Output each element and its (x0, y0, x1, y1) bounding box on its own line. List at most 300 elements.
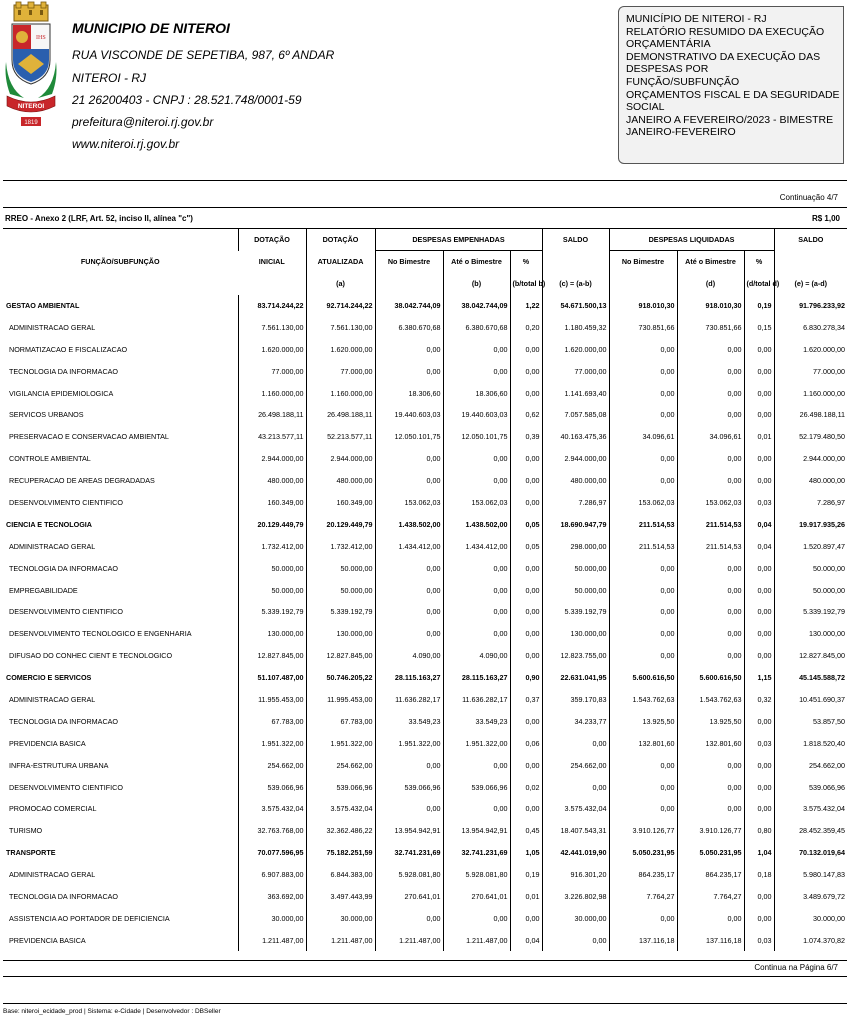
cell-value: 0,00 (677, 382, 744, 404)
cell-value: 132.801,60 (609, 732, 677, 754)
cell-value: 0,00 (375, 579, 443, 601)
cell-value: 1.438.502,00 (375, 513, 443, 535)
cell-value: 0,01 (744, 426, 774, 448)
divider (3, 180, 847, 181)
cell-value: 0,00 (677, 579, 744, 601)
cell-value: 0,19 (510, 864, 542, 886)
row-label: RECUPERACAO DE AREAS DEGRADADAS (9, 476, 155, 486)
table-row (3, 338, 847, 360)
cell-value: 0,00 (510, 338, 542, 360)
cell-value: 0,00 (510, 382, 542, 404)
row-label: DESENVOLVIMENTO TECNOLOGICO E ENGENHARIA (9, 629, 192, 639)
cell-value: 0,19 (744, 295, 774, 317)
row-label: PREVIDENCIA BASICA (9, 738, 86, 748)
cell-value: 50.746.205,22 (306, 667, 375, 689)
cell-value: 20.129.449,79 (306, 513, 375, 535)
cell-value: 0,00 (375, 338, 443, 360)
cell-value: 0,03 (744, 492, 774, 514)
cell-value: 22.631.041,95 (542, 667, 609, 689)
cell-value: 0,00 (375, 754, 443, 776)
cell-value: 50.000,00 (238, 557, 306, 579)
cell-value: 160.349,00 (306, 492, 375, 514)
row-label: DIFUSAO DO CONHEC CIENT E TECNOLOGICO (9, 651, 173, 661)
cell-value: 0,00 (542, 929, 609, 951)
row-label: INFRA-ESTRUTURA URBANA (9, 760, 109, 770)
table-row (3, 929, 847, 951)
cell-value: 0,20 (510, 316, 542, 338)
cell-value: 539.066,96 (306, 776, 375, 798)
col-dot-atualizada-2: ATUALIZADA (306, 251, 375, 273)
col-liq-bimestre: No Bimestre (609, 251, 677, 273)
col-funcao: FUNÇÃO/SUBFUNÇÃO (3, 229, 238, 295)
cell-value: 0,00 (677, 404, 744, 426)
table-row (3, 710, 847, 732)
footer-text: Base: niteroi_ecidade_prod | Sistema: e-Cidade | Desenvolvedor : DBSeller (3, 1008, 221, 1015)
cell-value: 270.641,01 (375, 886, 443, 908)
cell-value: 3.489.679,72 (774, 886, 847, 908)
cell-value: 5.339.192,79 (774, 601, 847, 623)
cell-value: 6.844.383,00 (306, 864, 375, 886)
cell-value: 1.211.487,00 (443, 929, 510, 951)
cell-value: 43.213.577,11 (238, 426, 306, 448)
row-label: DESENVOLVIMENTO CIENTIFICO (9, 497, 123, 507)
cell-value: 26.498.188,11 (306, 404, 375, 426)
cell-value: 0,00 (443, 754, 510, 776)
row-label: DESENVOLVIMENTO CIENTIFICO (9, 782, 123, 792)
cell-value: 0,00 (677, 360, 744, 382)
cell-value: 0,00 (443, 338, 510, 360)
cell-value: 32.741.231,69 (443, 842, 510, 864)
cell-value: 91.796.233,92 (774, 295, 847, 317)
cell-value: 6.380.670,68 (443, 316, 510, 338)
cell-value: 40.163.475,36 (542, 426, 609, 448)
cell-value: 5.050.231,95 (609, 842, 677, 864)
cell-value: 1.951.322,00 (306, 732, 375, 754)
table-row (3, 426, 847, 448)
table-row (3, 470, 847, 492)
cell-value: 270.641,01 (443, 886, 510, 908)
cell-value: 0,00 (609, 404, 677, 426)
cell-value: 26.498.188,11 (774, 404, 847, 426)
cell-value: 77.000,00 (306, 360, 375, 382)
cell-value: 7.561.130,00 (306, 316, 375, 338)
cell-value: 3.910.126,77 (609, 820, 677, 842)
cell-value: 7.561.130,00 (238, 316, 306, 338)
cell-value: 153.062,03 (677, 492, 744, 514)
col-liq-pct-2: (d/total d) (744, 273, 774, 295)
row-label: ASSISTENCIA AO PORTADOR DE DEFICIENCIA (9, 913, 170, 923)
cell-value: 0,00 (744, 360, 774, 382)
cell-value: 30.000,00 (306, 907, 375, 929)
row-label: CIENCIA E TECNOLOGIA (6, 519, 92, 529)
cell-value: 0,00 (510, 579, 542, 601)
cell-value: 1.543.762,63 (609, 689, 677, 711)
divider (3, 976, 847, 977)
cell-value: 0,03 (744, 732, 774, 754)
cell-value: 0,00 (375, 448, 443, 470)
cell-value: 6.830.278,34 (774, 316, 847, 338)
report-line: JANEIRO A FEVEREIRO/2023 - BIMESTRE (626, 113, 834, 126)
cell-value: 1.160.000,00 (774, 382, 847, 404)
cell-value: 137.116,18 (609, 929, 677, 951)
cell-value: 0,00 (375, 557, 443, 579)
cell-value: 19.917.935,26 (774, 513, 847, 535)
cell-value: 11.636.282,17 (443, 689, 510, 711)
table-row (3, 645, 847, 667)
cell-value: 0,00 (677, 448, 744, 470)
table-row (3, 886, 847, 908)
cell-value: 0,00 (510, 601, 542, 623)
cell-value: 32.741.231,69 (375, 842, 443, 864)
cell-value: 11.636.282,17 (375, 689, 443, 711)
cell-value: 13.925,50 (609, 710, 677, 732)
cell-value: 0,00 (510, 710, 542, 732)
cell-value: 0,00 (744, 907, 774, 929)
website: www.niteroi.rj.gov.br (72, 137, 180, 151)
table-group-row (3, 667, 847, 689)
cell-value: 11.995.453,00 (306, 689, 375, 711)
report-line: ORÇAMENTOS FISCAL E DA SEGURIDADE SOCIAL (626, 88, 840, 114)
cell-value: 1,05 (510, 842, 542, 864)
cell-value: 3.575.432,04 (306, 798, 375, 820)
cell-value: 7.057.585,08 (542, 404, 609, 426)
row-label: ADMINISTRACAO GERAL (9, 870, 96, 880)
cell-value: 1.951.322,00 (375, 732, 443, 754)
cell-value: 153.062,03 (375, 492, 443, 514)
cell-value: 0,00 (744, 601, 774, 623)
cell-value: 42.441.019,90 (542, 842, 609, 864)
cell-value: 2.944.000,00 (542, 448, 609, 470)
cell-value: 5.928.081,80 (443, 864, 510, 886)
cell-value: 0,00 (443, 798, 510, 820)
cell-value: 0,00 (744, 448, 774, 470)
cell-value: 12.050.101,75 (375, 426, 443, 448)
cell-value: 34.233,77 (542, 710, 609, 732)
cell-value: 0,05 (510, 535, 542, 557)
cell-value: 70.132.019,64 (774, 842, 847, 864)
cell-value: 32.763.768,00 (238, 820, 306, 842)
cell-value: 1.520.897,47 (774, 535, 847, 557)
cell-value: 7.286,97 (542, 492, 609, 514)
cell-value: 359.170,83 (542, 689, 609, 711)
cell-value: 0,00 (744, 798, 774, 820)
cell-value: 0,00 (609, 338, 677, 360)
cell-value: 254.662,00 (306, 754, 375, 776)
cell-value: 1.951.322,00 (443, 732, 510, 754)
cell-value: 7.286,97 (774, 492, 847, 514)
cell-value: 38.042.744,09 (443, 295, 510, 317)
cell-value: 5.339.192,79 (238, 601, 306, 623)
cell-value: 54.671.500,13 (542, 295, 609, 317)
cell-value: 5.600.616,50 (677, 667, 744, 689)
cell-value: 918.010,30 (677, 295, 744, 317)
col-liq-ate: Até o Bimestre (677, 251, 744, 273)
cell-value: 0,00 (609, 448, 677, 470)
cell-value: 0,00 (744, 338, 774, 360)
cell-value: 0,00 (609, 645, 677, 667)
cell-value: 539.066,96 (443, 776, 510, 798)
phone-cnpj: 21 26200403 - CNPJ : 28.521.748/0001-59 (72, 93, 302, 107)
cell-value: 1.434.412,00 (443, 535, 510, 557)
cell-value: 0,00 (744, 645, 774, 667)
cell-value: 1.160.000,00 (238, 382, 306, 404)
cell-value: 0,00 (677, 338, 744, 360)
cell-value: 32.362.486,22 (306, 820, 375, 842)
cell-value: 3.575.432,04 (542, 798, 609, 820)
continuation-label: Continuação 4/7 (779, 193, 838, 202)
cell-value: 730.851,66 (609, 316, 677, 338)
cell-value: 0,00 (609, 776, 677, 798)
cell-value: 3.575.432,04 (774, 798, 847, 820)
cell-value: 3.910.126,77 (677, 820, 744, 842)
report-line: JANEIRO-FEVEREIRO (626, 126, 736, 139)
row-label: PROMOCAO COMERCIAL (9, 804, 97, 814)
table-row (3, 754, 847, 776)
cell-value: 1.434.412,00 (375, 535, 443, 557)
cell-value: 50.000,00 (238, 579, 306, 601)
cell-value: 0,00 (375, 798, 443, 820)
cell-value: 30.000,00 (542, 907, 609, 929)
cell-value: 5.600.616,50 (609, 667, 677, 689)
table-row (3, 316, 847, 338)
email: prefeitura@niteroi.rj.gov.br (72, 115, 214, 129)
table-row (3, 601, 847, 623)
cell-value: 77.000,00 (542, 360, 609, 382)
cell-value: 0,00 (443, 557, 510, 579)
cell-value: 18.690.947,79 (542, 513, 609, 535)
cell-value: 363.692,00 (238, 886, 306, 908)
cell-value: 0,00 (375, 360, 443, 382)
table-group-row (3, 842, 847, 864)
row-label: TECNOLOGIA DA INFORMACAO (9, 563, 119, 573)
municipality-name: MUNICIPIO DE NITEROI (72, 20, 230, 36)
table-row (3, 623, 847, 645)
cell-value: 0,01 (510, 886, 542, 908)
cell-value: 26.498.188,11 (238, 404, 306, 426)
cell-value: 153.062,03 (609, 492, 677, 514)
row-label: VIGILANCIA EPIDEMIOLOGICA (9, 388, 114, 398)
cell-value: 2.944.000,00 (306, 448, 375, 470)
table-row (3, 864, 847, 886)
cell-value: 160.349,00 (238, 492, 306, 514)
cell-value: 1.620.000,00 (774, 338, 847, 360)
row-label: PRESERVACAO E CONSERVACAO AMBIENTAL (9, 432, 169, 442)
row-label: COMERCIO E SERVICOS (6, 673, 92, 683)
cell-value: 0,04 (744, 513, 774, 535)
cell-value: 30.000,00 (774, 907, 847, 929)
cell-value: 75.182.251,59 (306, 842, 375, 864)
municipal-crest-icon (6, 2, 56, 134)
cell-value: 130.000,00 (774, 623, 847, 645)
cell-value: 0,00 (744, 776, 774, 798)
cell-value: 12.827.845,00 (238, 645, 306, 667)
report-line: RELATÓRIO RESUMIDO DA EXECUÇÃO ORÇAMENTÁRIA (626, 25, 825, 51)
report-line: FUNÇÃO/SUBFUNÇÃO (626, 75, 740, 88)
cell-value: 1.620.000,00 (306, 338, 375, 360)
cell-value: 0,00 (744, 710, 774, 732)
divider (3, 207, 847, 208)
cell-value: 864.235,17 (609, 864, 677, 886)
cell-value: 0,00 (744, 579, 774, 601)
cell-value: 1.211.487,00 (306, 929, 375, 951)
col-saldo1: SALDO (542, 229, 609, 251)
row-label: SERVICOS URBANOS (9, 410, 84, 420)
cell-value: 0,00 (744, 470, 774, 492)
cell-value: 67.783,00 (306, 710, 375, 732)
cell-value: 0,37 (510, 689, 542, 711)
cell-value: 0,00 (744, 382, 774, 404)
table-row (3, 907, 847, 929)
divider (3, 960, 847, 961)
cell-value: 480.000,00 (774, 470, 847, 492)
cell-value: 0,32 (744, 689, 774, 711)
cell-value: 0,00 (510, 645, 542, 667)
cell-value: 1.074.370,82 (774, 929, 847, 951)
cell-value: 3.575.432,04 (238, 798, 306, 820)
cell-value: 0,00 (744, 404, 774, 426)
cell-value: 1.818.520,40 (774, 732, 847, 754)
cell-value: 0,00 (510, 492, 542, 514)
col-emp-ate-2: (b) (443, 273, 510, 295)
cell-value: 0,45 (510, 820, 542, 842)
cell-value: 12.827.845,00 (306, 645, 375, 667)
report-line: DEMONSTRATIVO DA EXECUÇÃO DAS DESPESAS POR (626, 50, 821, 76)
cell-value: 1.160.000,00 (306, 382, 375, 404)
cell-value: 50.000,00 (542, 579, 609, 601)
col-emp-pct: % (510, 251, 542, 273)
cell-value: 34.096,61 (677, 426, 744, 448)
cell-value: 480.000,00 (542, 470, 609, 492)
cell-value: 0,05 (510, 513, 542, 535)
cell-value: 0,00 (609, 907, 677, 929)
cell-value: 0,00 (510, 470, 542, 492)
cell-value: 83.714.244,22 (238, 295, 306, 317)
table-row (3, 557, 847, 579)
cell-value: 0,00 (744, 623, 774, 645)
cell-value: 0,90 (510, 667, 542, 689)
cell-value: 539.066,96 (238, 776, 306, 798)
cell-value: 0,00 (443, 623, 510, 645)
divider (3, 1003, 847, 1004)
cell-value: 53.857,50 (774, 710, 847, 732)
cell-value: 28.452.359,45 (774, 820, 847, 842)
table-group-row (3, 513, 847, 535)
cell-value: 0,00 (677, 645, 744, 667)
cell-value: 298.000,00 (542, 535, 609, 557)
col-dot-inicial: DOTAÇÃO (238, 229, 306, 251)
col-saldo1-2: (c) = (a-b) (542, 273, 609, 295)
cell-value: 130.000,00 (238, 623, 306, 645)
cell-value: 0,39 (510, 426, 542, 448)
cell-value: 0,00 (542, 776, 609, 798)
report-line: MUNICÍPIO DE NITEROI - RJ (626, 13, 767, 25)
cell-value: 916.301,20 (542, 864, 609, 886)
continua-label: Continua na Página 6/7 (754, 963, 838, 972)
crest-banner-text: NITEROI (17, 103, 45, 110)
row-label: TURISMO (9, 826, 43, 836)
cell-value: 0,00 (609, 601, 677, 623)
table-row (3, 776, 847, 798)
cell-value: 0,00 (443, 601, 510, 623)
col-liq-pct: % (744, 251, 774, 273)
cell-value: 0,80 (744, 820, 774, 842)
cell-value: 18.407.543,31 (542, 820, 609, 842)
table-row (3, 535, 847, 557)
col-emp-ate: Até o Bimestre (443, 251, 510, 273)
cell-value: 211.514,53 (609, 513, 677, 535)
cell-value: 0,00 (609, 579, 677, 601)
cell-value: 0,00 (510, 557, 542, 579)
cell-value: 6.907.883,00 (238, 864, 306, 886)
cell-value: 0,00 (443, 579, 510, 601)
cell-value: 211.514,53 (677, 535, 744, 557)
cell-value: 30.000,00 (238, 907, 306, 929)
cell-value: 1.211.487,00 (238, 929, 306, 951)
table-row (3, 732, 847, 754)
cell-value: 918.010,30 (609, 295, 677, 317)
cell-value: 18.306,60 (375, 382, 443, 404)
cell-value: 0,06 (510, 732, 542, 754)
cell-value: 1,15 (744, 667, 774, 689)
cell-value: 1.141.693,40 (542, 382, 609, 404)
cell-value: 153.062,03 (443, 492, 510, 514)
cell-value: 130.000,00 (306, 623, 375, 645)
cell-value: 0,02 (510, 776, 542, 798)
cell-value: 77.000,00 (774, 360, 847, 382)
cell-value: 254.662,00 (238, 754, 306, 776)
row-label: PREVIDENCIA BASICA (9, 935, 86, 945)
cell-value: 730.851,66 (677, 316, 744, 338)
row-label: ADMINISTRACAO GERAL (9, 322, 96, 332)
row-label: TECNOLOGIA DA INFORMACAO (9, 366, 119, 376)
cell-value: 1,22 (510, 295, 542, 317)
table-row (3, 448, 847, 470)
cell-value: 0,00 (609, 382, 677, 404)
table-row (3, 820, 847, 842)
cell-value: 0,00 (609, 754, 677, 776)
cell-value: 211.514,53 (609, 535, 677, 557)
cell-value: 1.211.487,00 (375, 929, 443, 951)
cell-value: 0,00 (510, 754, 542, 776)
cell-value: 2.944.000,00 (238, 448, 306, 470)
cell-value: 52.179.480,50 (774, 426, 847, 448)
cell-value: 19.440.603,03 (443, 404, 510, 426)
city: NITEROI - RJ (72, 71, 146, 85)
col-dot-atualizada-3: (a) (306, 273, 375, 295)
cell-value: 67.783,00 (238, 710, 306, 732)
table-row (3, 492, 847, 514)
cell-value: 539.066,96 (774, 776, 847, 798)
cell-value: 1.438.502,00 (443, 513, 510, 535)
cell-value: 0,03 (744, 929, 774, 951)
row-label: ADMINISTRACAO GERAL (9, 694, 96, 704)
cell-value: 0,00 (677, 907, 744, 929)
cell-value: 34.096,61 (609, 426, 677, 448)
cell-value: 0,00 (510, 623, 542, 645)
cell-value: 0,00 (609, 798, 677, 820)
cell-value: 7.764,27 (677, 886, 744, 908)
cell-value: 19.440.603,03 (375, 404, 443, 426)
cell-value: 5.339.192,79 (306, 601, 375, 623)
cell-value: 0,00 (677, 776, 744, 798)
cell-value: 0,00 (609, 557, 677, 579)
cell-value: 51.107.487,00 (238, 667, 306, 689)
cell-value: 0,00 (609, 623, 677, 645)
cell-value: 10.451.690,37 (774, 689, 847, 711)
cell-value: 13.925,50 (677, 710, 744, 732)
cell-value: 50.000,00 (306, 557, 375, 579)
cell-value: 0,00 (677, 754, 744, 776)
